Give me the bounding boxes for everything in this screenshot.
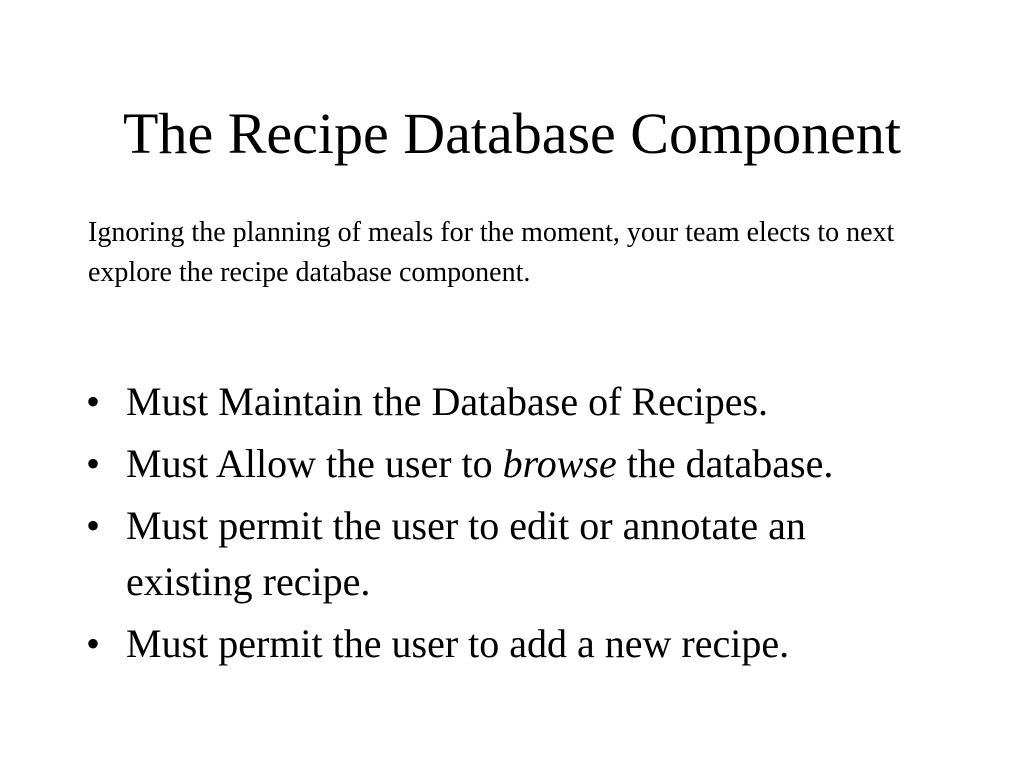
bullet-item <box>86 374 986 430</box>
bullet-text <box>126 441 833 486</box>
bullet-glyph: • <box>86 621 101 666</box>
bullet-glyph: • <box>86 503 101 548</box>
bullet-glyph: • <box>86 379 101 424</box>
slide-title: The Recipe Database Component <box>123 101 901 166</box>
bullet-text-before: Must Allow the user to <box>126 441 503 486</box>
bullet-text: Must permit the user to edit or annotate an existing recipe. <box>126 503 806 604</box>
bullet-text-after: the database. <box>616 441 834 486</box>
bullet-item <box>86 616 986 672</box>
bullet-glyph: • <box>86 441 101 486</box>
bullet-text: Must permit the user to add a new recipe. <box>126 621 790 666</box>
bullet-item <box>86 436 986 492</box>
bullet-item <box>86 498 986 610</box>
bullet-list <box>86 374 986 678</box>
intro-paragraph: Ignoring the planning of meals for the moment, your team elects to next explore the recipe database component. <box>88 217 895 288</box>
bullet-emphasis: browse <box>502 441 617 486</box>
bullet-text: Must Maintain the Database of Recipes. <box>126 379 769 424</box>
